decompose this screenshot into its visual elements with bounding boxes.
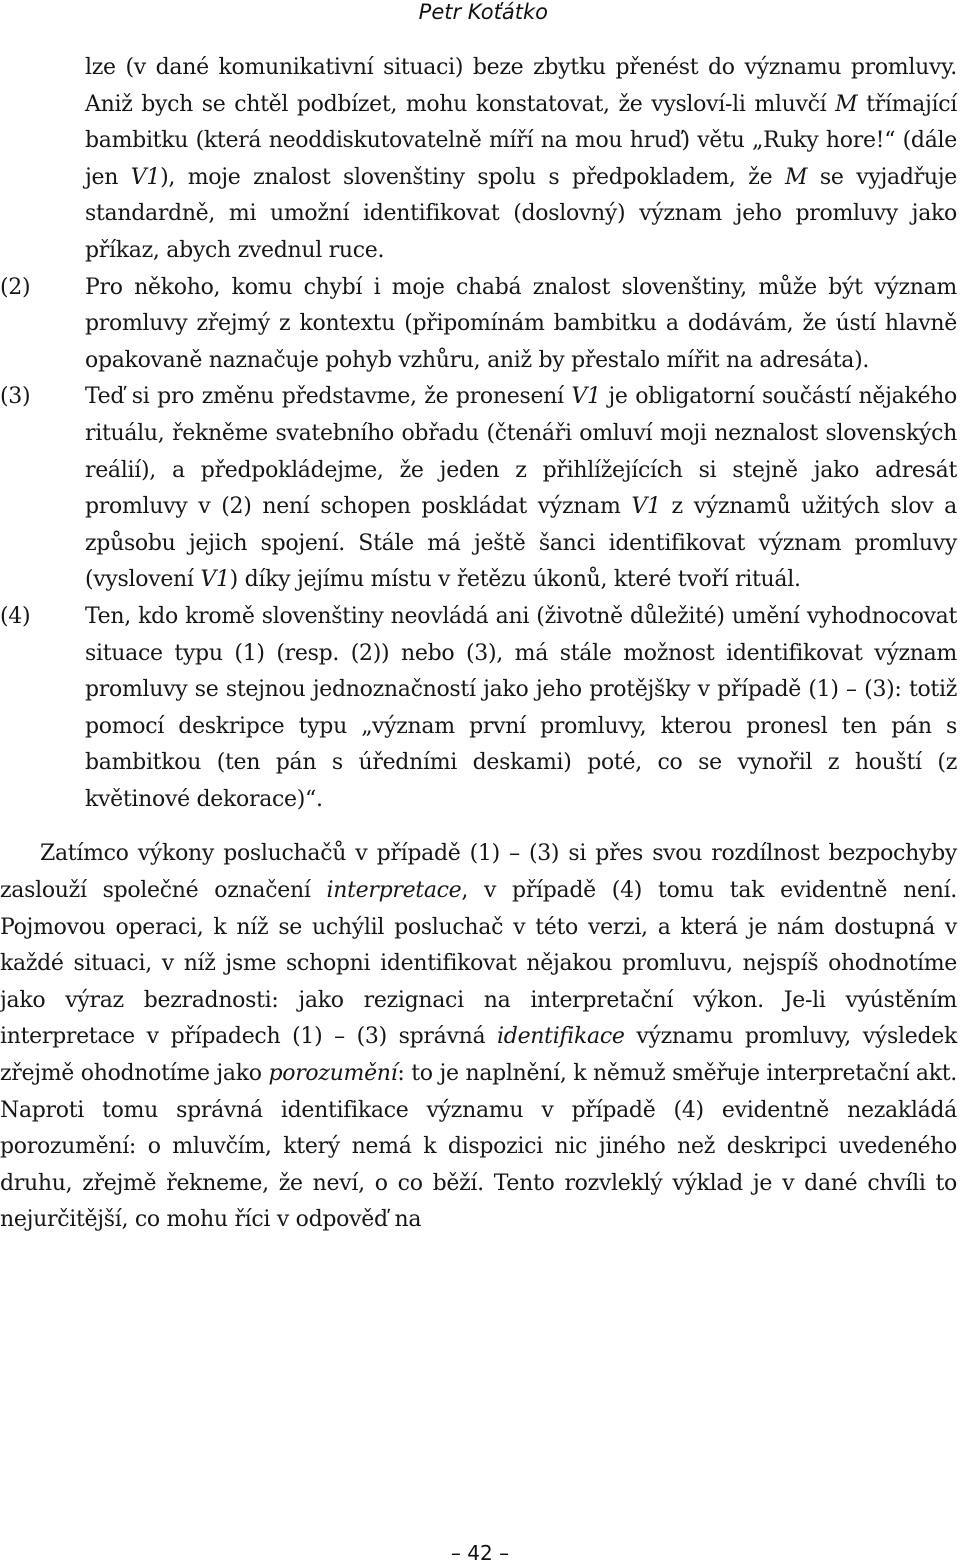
item-number: (3) bbox=[0, 384, 31, 410]
numbered-item-4 bbox=[0, 599, 957, 819]
item-text bbox=[85, 50, 957, 270]
text-run: Ten, kdo kromě slovenštiny neovládá ani (životně důležité) umění vyhodnocovat situace typu (1) (resp. (2)) nebo (3), má stále možnost identifikovat význam promluvy se stejnou jednoznačností jako jeho protějšky v případě (1) – (3): totiž pomocí deskripce typu „význam první promluvy, kterou pronesl ten pán s bambitkou (ten pán s úředními deskami) poté, co se vynořil z houští (z květinové dekorace)“. bbox=[85, 603, 957, 812]
numbered-item-3 bbox=[0, 379, 957, 599]
text-run-italic: interpretace bbox=[326, 878, 462, 904]
text-run: , v případě (4) tomu tak evidentně není. Pojmovou operaci, k níž se uchýlil posluchač v této verzi, a která je nám dostupná v každé situaci, v níž jsme schopni identifikovat nějakou promluvu, nejspíš ohodnotíme jako výraz bezradnosti: jako rezignaci na interpretační výkon. Je-li vyústěním interpretace v případech (1) – (3) správná bbox=[0, 878, 957, 1050]
item-text bbox=[85, 270, 957, 380]
body-paragraph bbox=[0, 836, 957, 1239]
item-text bbox=[85, 599, 957, 819]
text-run: třímající bambitku (která neoddiskutovatelně míří na mou hruď) větu „Ruky hore!“ (dále jen bbox=[85, 91, 957, 190]
text-run: : to je naplnění, k němuž směřuje interpretační akt. Naproti tomu správná identifikace významu v případě (4) evidentně nezakládá porozumění: o mluvčím, který nemá k dispozici nic jiného než deskripci uvedeného druhu, zřejmě řekneme, že neví, o co běží. Tento rozvleklý výklad je v dané chvíli to nejurčitější, co mohu říci v odpověď na bbox=[0, 1061, 958, 1233]
running-header-author: Petr Koťátko bbox=[418, 0, 548, 24]
text-run: Pro někoho, komu chybí i moje chabá znalost slovenštiny, může být význam promluvy zřejmý z kontextu (připomínám bambitku a dodávám, že ústí hlavně opakovaně naznačuje pohyb vzhůru, aniž by přestalo mířit na adresáta). bbox=[85, 274, 957, 373]
main-text bbox=[0, 50, 957, 1239]
page-number: – 42 – bbox=[450, 1541, 510, 1565]
text-run: z významů užitých slov a způsobu jejich spojení. Stále má ještě šanci identifikovat význam promluvy (vyslovení bbox=[85, 494, 957, 593]
item-number: (2) bbox=[0, 274, 31, 300]
text-run-italic: V1 bbox=[571, 384, 601, 410]
text-run-italic: M bbox=[784, 164, 808, 190]
text-run: ), moje znalost slovenštiny spolu s předpokladem, že bbox=[160, 164, 785, 190]
text-run-italic: V1 bbox=[200, 567, 230, 593]
text-run: je obligatorní součástí nějakého rituálu, řekněme svatebního obřadu (čtenáři omluví moji neznalost slovenských reálií), a předpokládejme, že jeden z přihlížejících si stejně jako adresát promluvy v (2) není schopen poskládat význam bbox=[85, 384, 957, 520]
text-run: lze (v dané komunikativní situaci) beze zbytku přenést do významu promluvy. Aniž bych se chtěl podbízet, mohu konstatovat, že vysloví-li mluvčí bbox=[85, 55, 957, 117]
text-run: ) díky jejímu místu v řetězu úkonů, které tvoří rituál. bbox=[229, 567, 801, 593]
text-run-italic: M bbox=[835, 91, 858, 117]
text-run: významu promluvy, výsledek zřejmě ohodnotíme jako bbox=[0, 1024, 957, 1087]
numbered-item-2 bbox=[0, 270, 957, 380]
numbered-item-1-continued bbox=[0, 50, 957, 270]
text-run-italic: V1 bbox=[631, 494, 661, 520]
item-number: (4) bbox=[0, 603, 31, 629]
text-run: Zatímco výkony posluchačů v případě (1) – (3) si přes svou rozdílnost bezpochyby zaslouží společné označení bbox=[0, 841, 957, 904]
text-run: se vyjadřuje standardně, mi umožní identifikovat (doslovný) význam jeho promluvy jako příkaz, abych zvednul ruce. bbox=[85, 164, 957, 263]
text-run: Teď si pro změnu představme, že pronesení bbox=[85, 384, 572, 410]
text-run-italic: V1 bbox=[130, 164, 161, 190]
item-text bbox=[85, 379, 957, 599]
text-run-italic: porozumění bbox=[268, 1061, 398, 1087]
text-run-italic: identifikace bbox=[497, 1024, 625, 1050]
